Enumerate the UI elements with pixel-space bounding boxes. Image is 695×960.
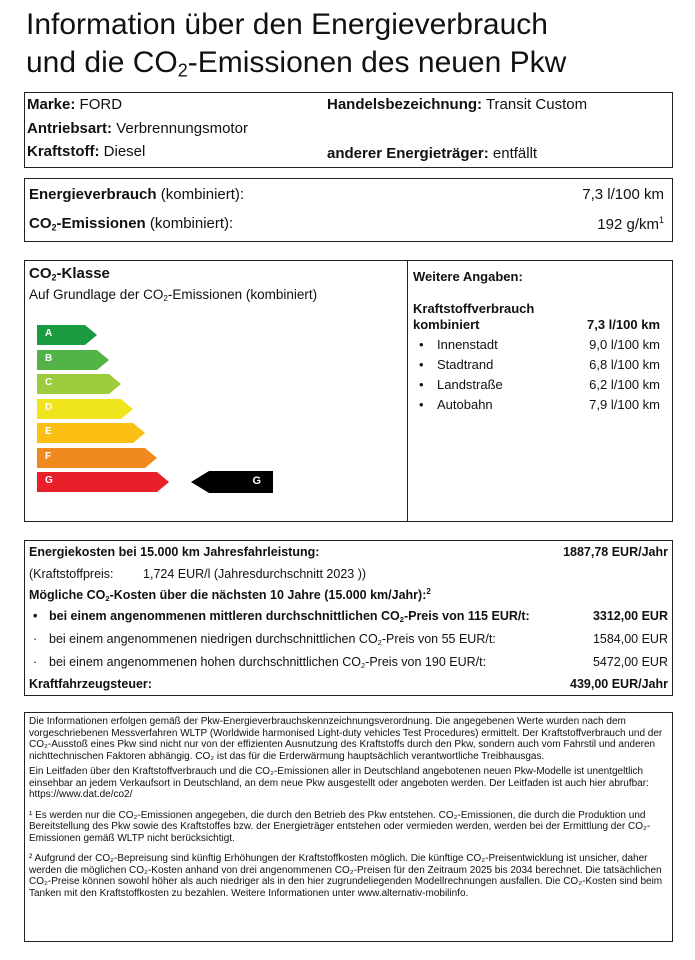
energy-costs-row: [29, 545, 668, 559]
co2-emissions-label: $CO_2$-Emissionen: [29, 215, 146, 233]
fuel-row: [27, 143, 145, 160]
co2-class-bar-g: [37, 472, 169, 492]
footnote-2: ² Aufgrund der CO₂-Bepreisung sind künftig Erhöhungen der Kraftstoffkosten möglich. Die künftige CO₂-Preisentwicklung ist unsicher, daher werden die möglichen CO₂-Kosten anhand von drei angenommenen CO₂-Preisen für den Zeitraum 2025 bis 2034 berechnet. Die tatsächlichen CO₂-Preise können sowohl höher als auch niedriger als in den hier zugrundeliegenden Modellrechnungen ausfallen. Die CO₂-Kosten sind beim Tanken mit den Kraftstoffkosten zu bezahlen. Weitere Informationen unter www.alternativ-mobilinfo.: [29, 853, 663, 899]
class-bar-shape: [37, 472, 169, 492]
fuel-label: Kraftstoff:: [27, 143, 100, 160]
co2-cost-scenario: [29, 609, 668, 623]
info-paragraph-1: Die Informationen erfolgen gemäß der Pkw-Energieverbrauchskennzeichnungsverordnung. Die angegebenen Werte wurden nach dem vorgeschriebenen Messverfahren WLTP (Worldwide harmonised Light-duty vehicles Test Procedures) ermittelt. Der Kraftstoffverbrauch und der CO₂-Ausstoß eines Pkw sind nicht nur von der effizienten Ausnutzung des Kraftstoffs durch den Pkw, sondern auch vom Fahrstil und anderen nichttechnischen Faktoren abhängig. CO₂ ist das für die Erderwärmung hauptsächlich verantwortliche Treibhausgas.: [29, 716, 663, 762]
consumption-box: [24, 178, 673, 242]
class-bar-letter: D: [45, 401, 53, 413]
list-bullet: •: [419, 377, 424, 392]
make-label: Marke:: [27, 96, 76, 113]
scenario-bullet: •: [33, 609, 38, 623]
fuel-consumption-item-name: Autobahn: [437, 397, 493, 412]
trade-name-label: Handelsbezeichnung:: [327, 96, 483, 113]
class-bar-letter: F: [45, 450, 52, 462]
energy-consumption-value: 7,3 l/100 km: [582, 186, 664, 203]
energy-costs-label: Energiekosten bei 15.000 km Jahresfahrleistung:: [29, 545, 320, 559]
drive-type-value: Verbrennungsmotor: [116, 120, 248, 137]
co2-cost-scenario: [29, 632, 668, 646]
make-row: [27, 96, 122, 113]
scenario-text: bei einem angenommenen niedrigen durchschnittlichen $CO_2$-Preis von 55 EUR/t:: [49, 632, 496, 647]
title-line-1: Information über den Energieverbrauch: [26, 8, 548, 41]
current-class-marker: [191, 471, 273, 493]
class-bar-letter: A: [45, 328, 53, 339]
costs-box: [24, 540, 673, 696]
fuel-consumption-combined-value: 7,3 l/100 km: [587, 317, 660, 332]
drive-type-row: [27, 120, 248, 137]
fuel-consumption-item: [413, 377, 660, 395]
class-bar-letter: C: [45, 377, 53, 388]
co2-class-bar-b: [37, 350, 109, 370]
fuel-consumption-item-name: Stadtrand: [437, 357, 494, 372]
fuel-consumption-item-name: Innenstadt: [437, 337, 498, 352]
other-energy-row: [327, 145, 537, 162]
title-line-2: und die $CO_2$-Emissionen des neuen Pkw: [26, 46, 567, 81]
fuel-consumption-item-value: 6,2 l/100 km: [589, 377, 660, 392]
co2-costs-heading: Mögliche $CO_2$-Kosten über die nächsten 10 Jahre (15.000 km/Jahr):$^2$: [29, 587, 431, 604]
box-divider: [407, 261, 408, 521]
co2-class-bar-c: [37, 374, 121, 394]
fuel-value: Diesel: [103, 143, 146, 160]
energy-costs-value: 1887,78 EUR/Jahr: [563, 545, 668, 559]
trade-name-row: [327, 96, 587, 113]
fuel-price-label: (Kraftstoffpreis:: [29, 567, 114, 581]
vehicle-tax-label: Kraftfahrzeugsteuer:: [29, 677, 152, 691]
list-bullet: •: [419, 397, 424, 412]
drive-type-label: Antriebsart:: [27, 120, 113, 137]
fuel-consumption-item-value: 7,9 l/100 km: [589, 397, 660, 412]
class-bar-shape: [37, 448, 157, 468]
vehicle-info-box: [24, 92, 673, 168]
scenario-bullet: ·: [33, 632, 38, 646]
list-bullet: •: [419, 357, 424, 372]
co2-cost-scenario: [29, 655, 668, 669]
scenario-value: 1584,00 EUR: [592, 632, 668, 646]
fuel-consumption-heading: Kraftstoffverbrauch kombiniert: [413, 301, 535, 332]
co2-class-bar-e: [37, 423, 145, 443]
class-bar-letter: B: [45, 352, 53, 364]
more-info-heading: Weitere Angaben:: [413, 269, 523, 284]
list-bullet: •: [419, 337, 424, 352]
co2-emissions-qualifier: (kombiniert):: [149, 215, 234, 232]
trade-name-value: Transit Custom: [485, 96, 588, 113]
make-value: FORD: [79, 96, 123, 113]
fuel-price-row: [29, 567, 668, 581]
page-title: [26, 6, 566, 82]
fuel-consumption-item-value: 6,8 l/100 km: [589, 357, 660, 372]
co2-emissions-row: [29, 215, 664, 232]
other-energy-value: entfällt: [492, 145, 538, 162]
co2-class-heading: $CO_2$-Klasse: [29, 265, 110, 283]
scenario-value: 5472,00 EUR: [592, 655, 668, 669]
co2-emissions-value: 192 $g/km^1$: [597, 215, 664, 233]
energy-consumption-row: [29, 186, 664, 203]
co2-class-box: [24, 260, 673, 522]
info-paragraph-2: Ein Leitfaden über den Kraftstoffverbrauch und die CO₂-Emissionen aller in Deutschland angebotenen neuen Pkw-Modelle ist unentgeltlich einsehbar an jedem Verkaufsort in Deutschland, an dem neue Pkw ausgestellt oder angeboten werden. Der Leitfaden ist auch hier abrufbar: https://www.dat.de/co2/: [29, 766, 649, 800]
co2-class-bar-d: [37, 399, 133, 419]
fuel-price-value: 1,724 EUR/l (Jahresdurchschnitt 2023 )): [143, 567, 367, 581]
vehicle-tax-row: [29, 677, 668, 691]
co2-class-subtitle: Auf Grundlage der $CO_2$-Emissionen (kombiniert): [29, 287, 318, 304]
class-bar-letter: G: [45, 475, 53, 486]
legal-info-box: [24, 712, 673, 942]
fuel-consumption-item: [413, 357, 660, 375]
fuel-consumption-item: [413, 397, 660, 415]
fuel-consumption-item-value: 9,0 l/100 km: [589, 337, 660, 352]
scenario-value: 3312,00 EUR: [592, 609, 668, 623]
scenario-text: bei einem angenommenen hohen durchschnittlichen $CO_2$-Preis von 190 EUR/t:: [49, 655, 487, 670]
vehicle-tax-value: 439,00 EUR/Jahr: [570, 677, 668, 691]
co2-class-bar-a: [37, 325, 97, 345]
fuel-consumption-item-name: Landstraße: [437, 377, 503, 392]
energy-consumption-label: Energieverbrauch: [29, 186, 157, 203]
class-bar-shape: [37, 423, 145, 443]
other-energy-label: anderer Energieträger:: [327, 145, 489, 162]
energy-consumption-qualifier: (kombiniert):: [160, 186, 245, 203]
fuel-consumption-item: [413, 337, 660, 355]
current-class-letter: G: [252, 475, 261, 487]
class-bar-letter: E: [45, 426, 52, 437]
co2-class-bar-f: [37, 448, 157, 468]
footnote-1: ¹ Es werden nur die CO₂-Emissionen angegeben, die durch den Betrieb des Pkw entstehen. CO₂-Emissionen, die durch die Produktion und Bereitstellung des Pkw sowie des Kraftstoffes bzw. der Energieträger entstehen oder vermieden werden, werden bei der Ermittlung der CO₂-Emissionen gemäß WLTP nicht berücksichtigt.: [29, 809, 651, 844]
scenario-text: bei einem angenommenen mittleren durchschnittlichen $CO_2$-Preis von 115 EUR/t:: [49, 609, 530, 624]
scenario-bullet: ·: [33, 655, 38, 669]
